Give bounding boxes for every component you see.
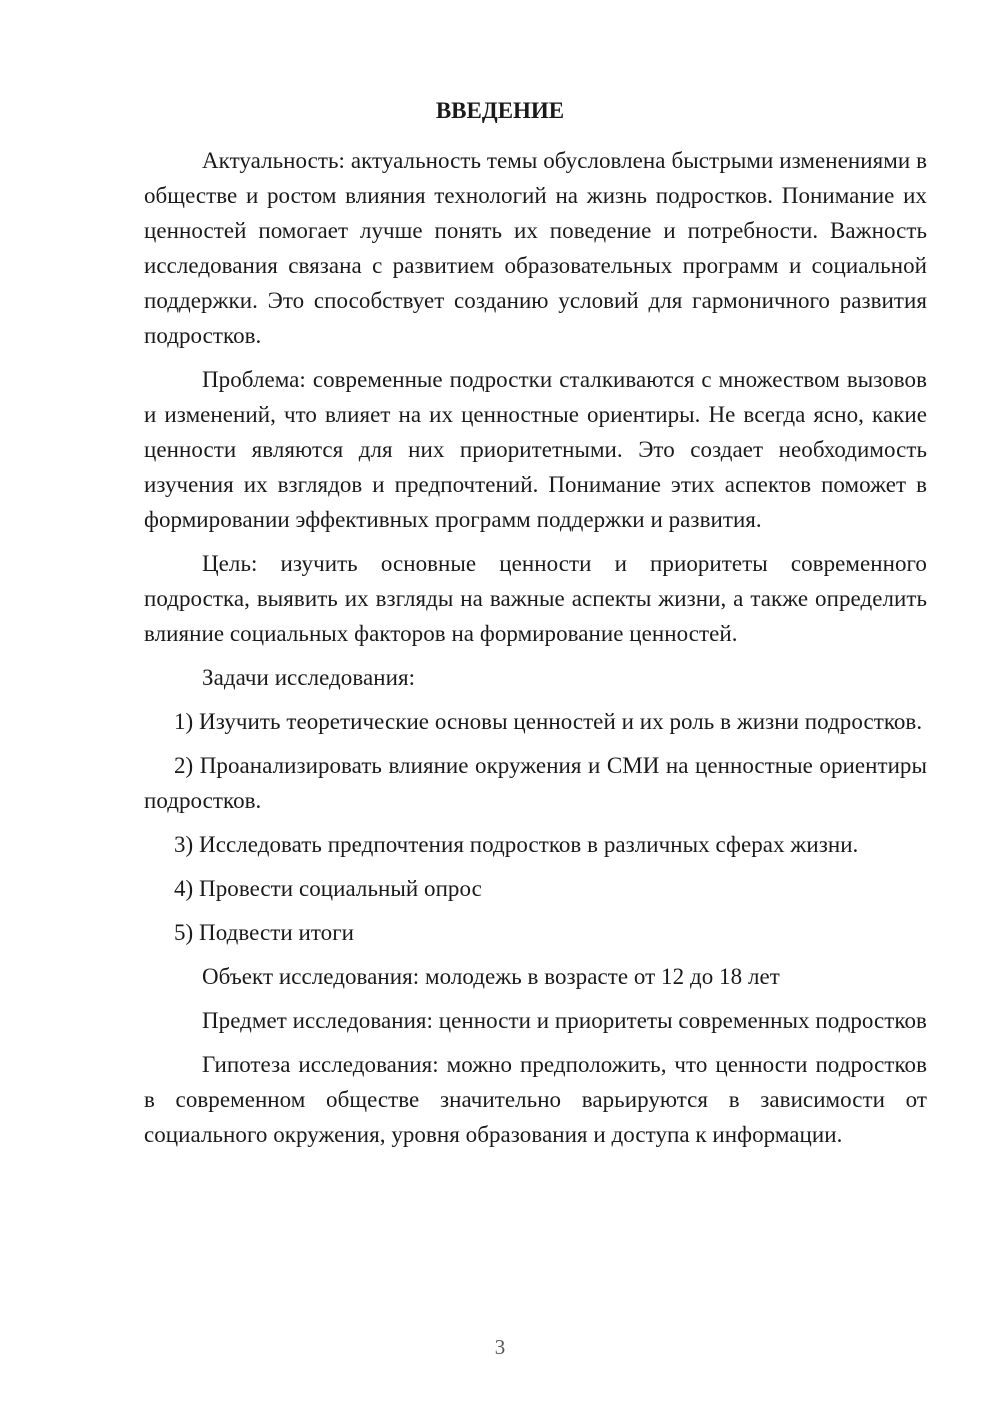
task-item: 1) Изучить теоретические основы ценностей и их роль в жизни подростков. [174, 709, 923, 734]
relevance-paragraph: Актуальность: актуальность темы обусловлена быстрыми изменениями в обществе и ростом влияния технологий на жизнь подростков. Понимание их ценностей помогает лучше понять их поведение и потребности. Важность исследования связана с развитием образовательных программ и социальной поддержки. Это способствует созданию условий для гармоничного развития подростков. [144, 148, 927, 348]
goal-paragraph: Цель: изучить основные ценности и приоритеты современного подростка, выявить их взгляды на важные аспекты жизни, а также определить влияние социальных факторов на формирование ценностей. [144, 551, 927, 646]
task-item: 4) Провести социальный опрос [174, 876, 482, 901]
task-item: 5) Подвести итоги [174, 920, 355, 945]
document-body [144, 143, 927, 1161]
object-paragraph: Объект исследования: молодежь в возрасте от 12 до 18 лет [202, 964, 780, 989]
problem-paragraph: Проблема: современные подростки сталкиваются с множеством вызовов и изменений, что влияет на их ценностные ориентиры. Не всегда ясно, какие ценности являются для них приоритетными. Это создает необходимость изучения их взглядов и предпочтений. Понимание этих аспектов поможет в формировании эффективных программ поддержки и развития. [144, 367, 927, 532]
task-item: 2) Проанализировать влияние окружения и СМИ на ценностные ориентиры подростков. [144, 753, 927, 813]
page-title: ВВЕДЕНИЕ [435, 98, 565, 123]
task-item: 3) Исследовать предпочтения подростков в различных сферах жизни. [174, 832, 859, 857]
subject-paragraph: Предмет исследования: ценности и приоритеты современных подростков [202, 1008, 927, 1033]
page-number: 3 [494, 1335, 506, 1359]
hypothesis-paragraph: Гипотеза исследования: можно предположить, что ценности подростков в современном обществе значительно варьируются в зависимости от социального окружения, уровня образования и доступа к информации. [144, 1052, 927, 1147]
tasks-heading: Задачи исследования: [202, 665, 416, 690]
